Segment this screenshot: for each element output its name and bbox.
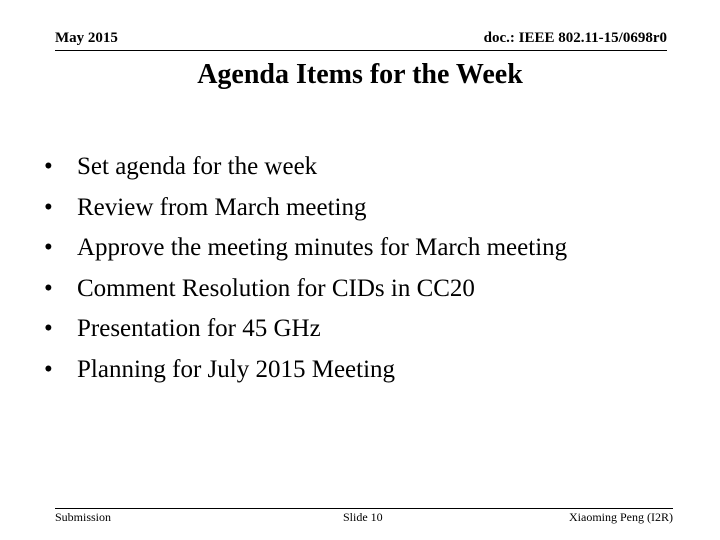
agenda-list: [44, 147, 567, 390]
agenda-item: [44, 147, 567, 188]
agenda-item: [44, 269, 567, 310]
agenda-item-text: Planning for July 2015 Meeting: [77, 355, 396, 383]
bullet-icon: •: [44, 193, 53, 221]
agenda-item: [44, 228, 567, 269]
footer-divider: [55, 508, 673, 509]
agenda-item-text: Presentation for 45 GHz: [77, 315, 321, 342]
bullet-icon: •: [44, 355, 53, 383]
header-date: May 2015: [55, 30, 118, 46]
bullet-icon: •: [44, 315, 53, 342]
header-divider: [55, 50, 667, 51]
bullet-icon: •: [44, 153, 53, 180]
agenda-item-text: Approve the meeting minutes for March meeting: [77, 234, 568, 261]
footer-slide-number: Slide 10: [343, 510, 383, 524]
agenda-item: [44, 350, 567, 391]
agenda-item: [44, 188, 567, 229]
header-document-id: doc.: IEEE 802.11-15/0698r0: [483, 30, 667, 46]
agenda-item-text: Set agenda for the week: [77, 153, 318, 180]
slide-title: Agenda Items for the Week: [197, 59, 523, 90]
footer-submission: Submission: [55, 510, 112, 524]
bullet-icon: •: [44, 274, 53, 302]
agenda-item-text: Comment Resolution for CIDs in CC20: [77, 274, 475, 302]
agenda-item: [44, 309, 567, 350]
bullet-icon: •: [44, 234, 53, 261]
agenda-item-text: Review from March meeting: [77, 193, 367, 221]
footer-author: Xiaoming Peng (I2R): [569, 510, 673, 524]
